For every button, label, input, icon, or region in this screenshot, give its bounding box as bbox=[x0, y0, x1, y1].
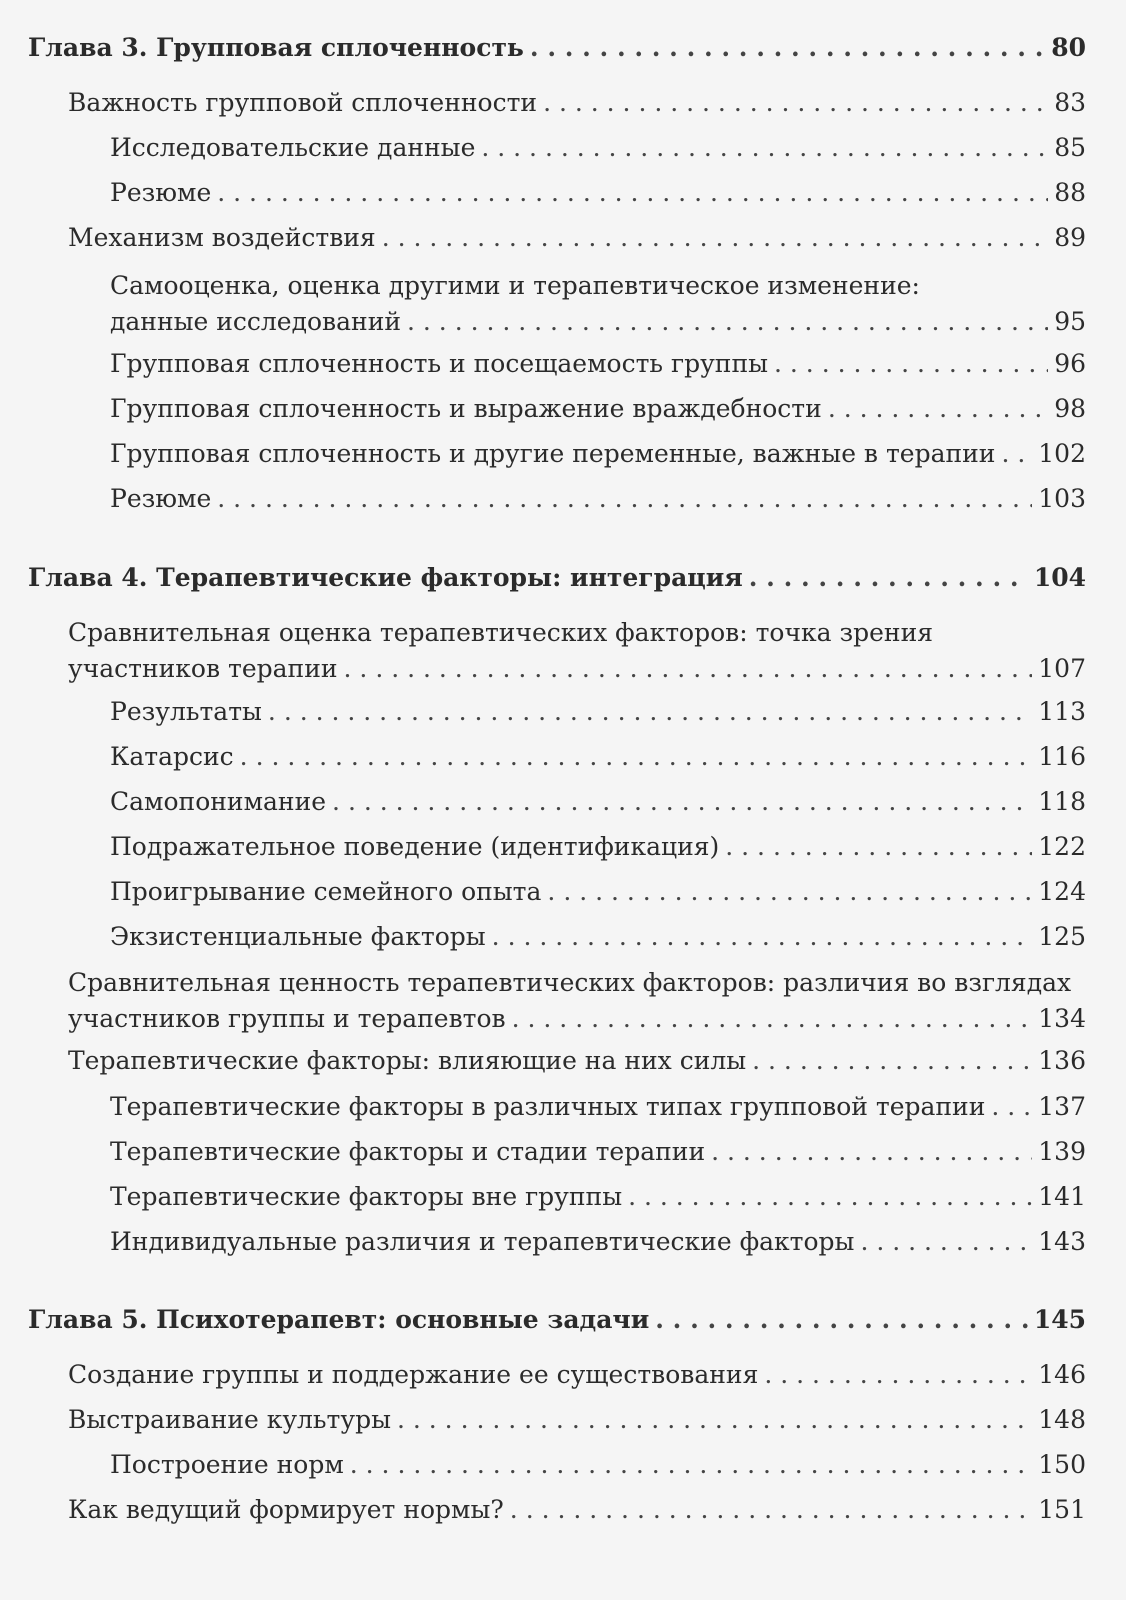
toc-entry-title: Проигрывание семейного опыта bbox=[110, 877, 542, 906]
dot-leader bbox=[268, 694, 1032, 730]
toc-chapter-entry bbox=[28, 1302, 1086, 1338]
toc-entry-title: Групповая сплоченность и выражение враждебности bbox=[110, 394, 822, 423]
toc-entry bbox=[110, 436, 1086, 472]
dot-leader bbox=[655, 1302, 1028, 1338]
dot-leader bbox=[628, 1179, 1032, 1215]
toc-entry-title: Глава 4. Терапевтические факторы: интеграция bbox=[28, 563, 743, 592]
dot-leader bbox=[774, 346, 1048, 382]
toc-entry bbox=[110, 874, 1086, 910]
toc-page-number: 124 bbox=[1038, 877, 1086, 906]
dot-leader bbox=[240, 739, 1033, 775]
toc-entry bbox=[110, 829, 1086, 865]
toc-entry-title: Важность групповой сплоченности bbox=[68, 88, 538, 117]
toc-entry bbox=[110, 919, 1086, 955]
toc-entry bbox=[110, 268, 1086, 340]
toc-page-number: 145 bbox=[1033, 1305, 1086, 1334]
toc-entry-title: Индивидуальные различия и терапевтические факторы bbox=[110, 1227, 855, 1256]
toc-page-number: 139 bbox=[1038, 1137, 1086, 1166]
toc-entry bbox=[110, 175, 1086, 211]
dot-leader bbox=[860, 1224, 1032, 1260]
toc-page-number: 96 bbox=[1054, 349, 1086, 378]
toc-entry-title: Подражательное поведение (идентификация) bbox=[110, 832, 720, 861]
dot-leader bbox=[725, 829, 1032, 865]
dot-leader bbox=[481, 130, 1048, 166]
dot-leader bbox=[407, 304, 1048, 340]
toc-page-number: 118 bbox=[1038, 787, 1086, 816]
toc-entry bbox=[68, 1043, 1086, 1079]
toc-page-number: 151 bbox=[1038, 1495, 1086, 1524]
toc-entry bbox=[68, 1402, 1086, 1438]
dot-leader bbox=[217, 175, 1048, 211]
toc-entry-title: Групповая сплоченность и другие переменные, важные в терапии bbox=[110, 439, 996, 468]
dot-leader bbox=[543, 85, 1048, 121]
toc-entry bbox=[110, 1089, 1086, 1125]
toc-page-number: 125 bbox=[1038, 922, 1086, 951]
dot-leader bbox=[749, 560, 1028, 596]
toc-entry bbox=[110, 1447, 1086, 1483]
toc-entry bbox=[68, 1492, 1086, 1528]
toc-page-number: 141 bbox=[1038, 1182, 1086, 1211]
dot-leader bbox=[991, 1089, 1032, 1125]
toc-chapter-entry bbox=[28, 560, 1086, 596]
dot-leader bbox=[752, 1043, 1032, 1079]
toc-entry-title: данные исследований bbox=[110, 307, 402, 336]
toc-entry-title: Механизм воздействия bbox=[68, 223, 376, 252]
toc-page-number: 143 bbox=[1038, 1227, 1086, 1256]
toc-entry bbox=[110, 481, 1086, 517]
dot-leader bbox=[397, 1402, 1032, 1438]
toc-entry bbox=[110, 391, 1086, 427]
dot-leader bbox=[764, 1357, 1032, 1393]
toc-page-number: 146 bbox=[1038, 1360, 1086, 1389]
toc-entry-title: Терапевтические факторы: влияющие на них силы bbox=[68, 1046, 747, 1075]
toc-page-number: 80 bbox=[1051, 33, 1086, 62]
toc-entry bbox=[110, 1179, 1086, 1215]
toc-entry-title: Глава 5. Психотерапевт: основные задачи bbox=[28, 1305, 650, 1334]
toc-chapter-entry bbox=[28, 30, 1086, 66]
toc-entry-title: Терапевтические факторы в различных типах групповой терапии bbox=[110, 1092, 986, 1121]
toc-entry-title: Групповая сплоченность и посещаемость группы bbox=[110, 349, 769, 378]
toc-page-number: 103 bbox=[1038, 484, 1086, 513]
toc-entry bbox=[68, 85, 1086, 121]
toc-page-number: 113 bbox=[1038, 697, 1086, 726]
toc-page-number: 134 bbox=[1038, 1004, 1086, 1033]
toc-entry bbox=[68, 615, 1086, 687]
toc-entry bbox=[68, 1357, 1086, 1393]
toc-entry-title: Катарсис bbox=[110, 742, 234, 771]
dot-leader bbox=[828, 391, 1048, 427]
toc-page-number: 83 bbox=[1054, 88, 1086, 117]
dot-leader bbox=[382, 220, 1048, 256]
toc-page-number: 137 bbox=[1038, 1092, 1086, 1121]
dot-leader bbox=[711, 1134, 1032, 1170]
toc-entry bbox=[110, 1134, 1086, 1170]
toc-entry-title: Резюме bbox=[110, 484, 212, 513]
dot-leader bbox=[547, 874, 1032, 910]
toc-entry-title-line1: Сравнительная ценность терапевтических факторов: различия во взглядах bbox=[68, 968, 1072, 997]
toc-page-number: 102 bbox=[1038, 439, 1086, 468]
toc-page-number: 107 bbox=[1038, 654, 1086, 683]
dot-leader bbox=[510, 1492, 1032, 1528]
toc-entry-title: участников терапии bbox=[68, 654, 338, 683]
dot-leader bbox=[350, 1447, 1033, 1483]
toc-entry-title: Резюме bbox=[110, 178, 212, 207]
toc-page-number: 148 bbox=[1038, 1405, 1086, 1434]
toc-entry-title: Исследовательские данные bbox=[110, 133, 476, 162]
toc-page-number: 88 bbox=[1054, 178, 1086, 207]
toc-entry-title: Результаты bbox=[110, 697, 262, 726]
toc-page-number: 122 bbox=[1038, 832, 1086, 861]
toc-entry bbox=[110, 346, 1086, 382]
toc-entry bbox=[110, 784, 1086, 820]
dot-leader bbox=[217, 481, 1032, 517]
toc-entry-title: Выстраивание культуры bbox=[68, 1405, 391, 1434]
toc-entry-title: Терапевтические факторы вне группы bbox=[110, 1182, 623, 1211]
toc-page-number: 95 bbox=[1054, 307, 1086, 336]
toc-entry-title: Самопонимание bbox=[110, 787, 327, 816]
dot-leader bbox=[492, 919, 1033, 955]
toc-entry-title-line1: Самооценка, оценка другими и терапевтическое изменение: bbox=[110, 271, 920, 300]
dot-leader bbox=[512, 1001, 1033, 1037]
toc-page-number: 136 bbox=[1038, 1046, 1086, 1075]
toc-entry bbox=[110, 130, 1086, 166]
toc-entry-title: Глава 3. Групповая сплоченность bbox=[28, 33, 524, 62]
toc-page-number: 116 bbox=[1038, 742, 1086, 771]
toc-entry-title: Как ведущий формирует нормы? bbox=[68, 1495, 504, 1524]
toc-entry bbox=[68, 220, 1086, 256]
dot-leader bbox=[530, 30, 1045, 66]
toc-entry bbox=[110, 739, 1086, 775]
toc-entry-title: участников группы и терапевтов bbox=[68, 1004, 506, 1033]
toc-page-number: 104 bbox=[1033, 563, 1086, 592]
toc-entry-title-line1: Сравнительная оценка терапевтических факторов: точка зрения bbox=[68, 618, 934, 647]
toc-entry bbox=[110, 1224, 1086, 1260]
toc-page-number: 85 bbox=[1054, 133, 1086, 162]
toc-entry-title: Построение норм bbox=[110, 1450, 344, 1479]
toc-entry bbox=[68, 965, 1086, 1037]
toc-entry bbox=[110, 694, 1086, 730]
toc-entry-title: Терапевтические факторы и стадии терапии bbox=[110, 1137, 706, 1166]
toc-page-number: 150 bbox=[1038, 1450, 1086, 1479]
toc-page-number: 89 bbox=[1054, 223, 1086, 252]
toc-entry-title: Создание группы и поддержание ее существования bbox=[68, 1360, 759, 1389]
toc-entry-title: Экзистенциальные факторы bbox=[110, 922, 486, 951]
dot-leader bbox=[344, 651, 1033, 687]
dot-leader bbox=[332, 784, 1032, 820]
toc-page-number: 98 bbox=[1054, 394, 1086, 423]
dot-leader bbox=[1001, 436, 1032, 472]
